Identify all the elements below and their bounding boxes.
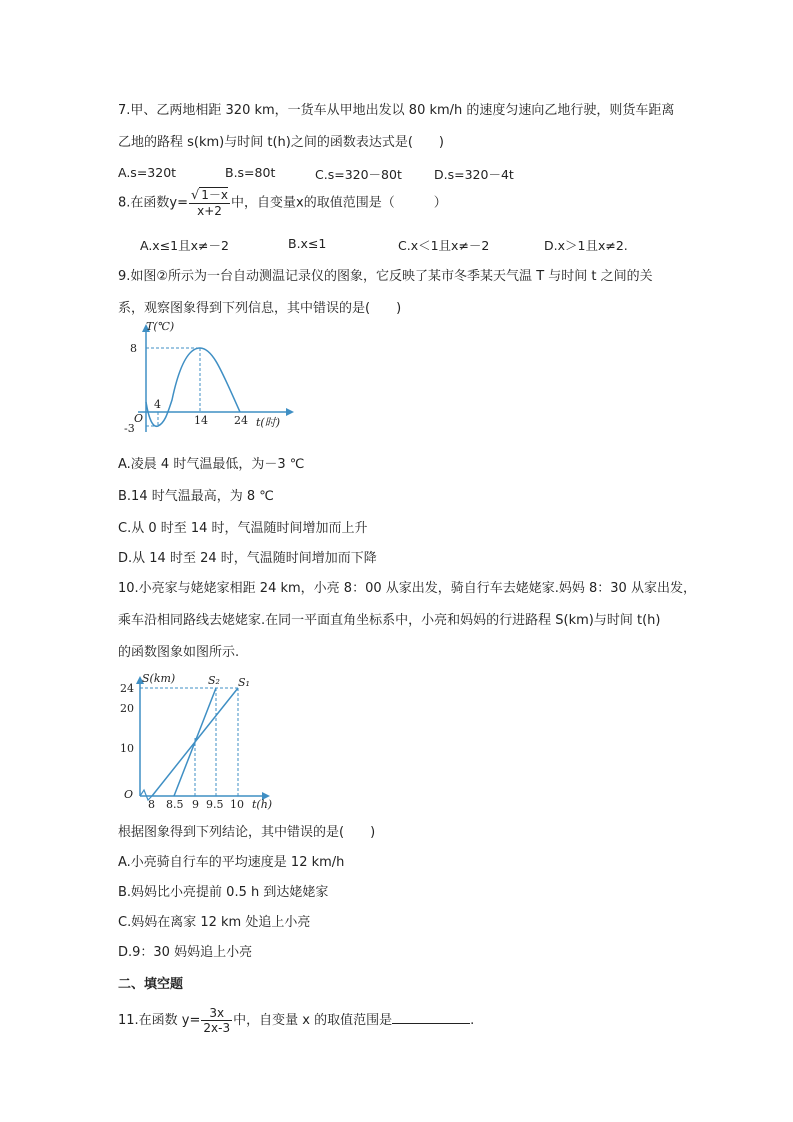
q10-series-label-s2: S₂ <box>208 674 220 687</box>
q9-temperature-chart <box>118 320 298 440</box>
q8-option-a[interactable]: A.x≤1且x≠－2 <box>140 238 229 253</box>
q9-option-a[interactable]: A.凌晨 4 时气温最低，为－3 ℃ <box>118 457 305 472</box>
q9-origin-label: O <box>134 412 144 425</box>
q10-series-label-s1: S₁ <box>238 676 250 689</box>
q7-stem-line2: 乙地的路程 s(km)与时间 t(h)之间的函数表达式是( ) <box>118 135 444 150</box>
q10-origin-label: O <box>124 788 134 801</box>
q9-temperature-curve <box>146 348 240 426</box>
q11-denominator: 2x-3 <box>203 1021 231 1035</box>
q10-x-tick-10: 10 <box>230 798 244 811</box>
q9-stem-line2: 系，观察图象得到下列信息，其中错误的是( ) <box>118 301 402 316</box>
q9-x-tick-14: 14 <box>194 414 208 427</box>
q10-option-b[interactable]: B.妈妈比小亮提前 0.5 h 到达姥姥家 <box>118 885 329 900</box>
q8-fraction: $\frac{√ 1-x}{x+2}$ <box>191 188 229 218</box>
q8-option-b[interactable]: B.x≤1 <box>288 236 327 251</box>
q10-x-tick-8: 8 <box>148 798 155 811</box>
q10-prompt: 根据图象得到下列结论，其中错误的是( ) <box>118 825 376 840</box>
q9-y-tick-minus3: -3 <box>124 422 135 435</box>
q9-x-axis-arrow <box>286 408 294 416</box>
q11-numerator: 3x <box>201 1006 232 1021</box>
q10-y-tick-24: 24 <box>120 682 134 695</box>
q10-distance-chart <box>118 672 280 812</box>
q8-stem <box>118 188 447 218</box>
q10-x-tick-8-5: 8.5 <box>166 798 184 811</box>
q9-x-axis-label: t(时) <box>256 416 281 429</box>
q7-option-d[interactable]: D.s=320－4t <box>434 167 514 182</box>
q10-option-d[interactable]: D.9：30 妈妈追上小亮 <box>118 945 253 960</box>
q11-stem <box>118 1006 474 1035</box>
q9-option-c[interactable]: C.从 0 时至 14 时，气温随时间增加而上升 <box>118 521 368 536</box>
q10-x-axis-label: t(h) <box>252 798 273 811</box>
q8-suffix: 中，自变量x的取值范围是（ ） <box>231 195 447 211</box>
q7-stem-line1: 7.甲、乙两地相距 320 km，一货车从甲地出发以 80 km/h 的速度匀速向乙地行驶，则货车距离 <box>118 103 675 118</box>
q10-stem-line3: 的函数图象如图所示. <box>118 645 240 660</box>
q11-answer-blank[interactable] <box>392 1011 470 1024</box>
q10-stem-line1: 10.小亮家与姥姥家相距 24 km，小亮 8：00 从家出发，骑自行车去姥姥家.妈妈 8：30 从家出发， <box>118 581 696 596</box>
q8-prefix: 8.在函数y= <box>118 195 188 211</box>
q9-y-axis-label: T(℃) <box>146 320 175 333</box>
q10-option-a[interactable]: A.小亮骑自行车的平均速度是 12 km/h <box>118 855 345 870</box>
q10-y-tick-20: 20 <box>120 702 134 715</box>
q11-prefix: 11.在函数 y= <box>118 1013 201 1028</box>
q10-y-tick-10: 10 <box>120 742 134 755</box>
q7-option-c[interactable]: C.s=320－80t <box>315 167 402 182</box>
q10-stem-line2: 乘车沿相同路线去姥姥家.在同一平面直角坐标系中，小亮和妈妈的行进路程 S(km)与时间 t(h) <box>118 613 661 628</box>
q9-y-tick-8: 8 <box>130 342 137 355</box>
q9-stem-line1: 9.如图②所示为一台自动测温记录仪的图象，它反映了某市冬季某天气温 T 与时间 t 之间的关 <box>118 269 653 284</box>
section-2-title: 二、填空题 <box>118 977 184 992</box>
q9-x-tick-4: 4 <box>154 398 161 411</box>
q11-end: . <box>470 1013 475 1028</box>
q10-option-c[interactable]: C.妈妈在离家 12 km 处追上小亮 <box>118 915 311 930</box>
q8-option-c[interactable]: C.x＜1且x≠－2 <box>398 238 490 253</box>
q10-x-tick-9-5: 9.5 <box>206 798 224 811</box>
q9-x-tick-24: 24 <box>234 414 248 427</box>
q11-fraction <box>201 1006 232 1035</box>
q8-option-d[interactable]: D.x＞1且x≠2. <box>544 238 628 253</box>
q10-y-axis-label: S(km) <box>142 672 176 685</box>
q8-numerator: 1－x <box>201 188 229 202</box>
q8-denominator: x+2 <box>197 204 222 218</box>
q10-x-tick-9: 9 <box>192 798 199 811</box>
q9-option-d[interactable]: D.从 14 时至 24 时，气温随时间增加而下降 <box>118 551 377 566</box>
q9-option-b[interactable]: B.14 时气温最高，为 8 ℃ <box>118 489 274 504</box>
q11-suffix: 中，自变量 x 的取值范围是 <box>233 1013 393 1028</box>
q7-option-b[interactable]: B.s=80t <box>225 165 276 180</box>
q7-option-a[interactable]: A.s=320t <box>118 165 177 180</box>
